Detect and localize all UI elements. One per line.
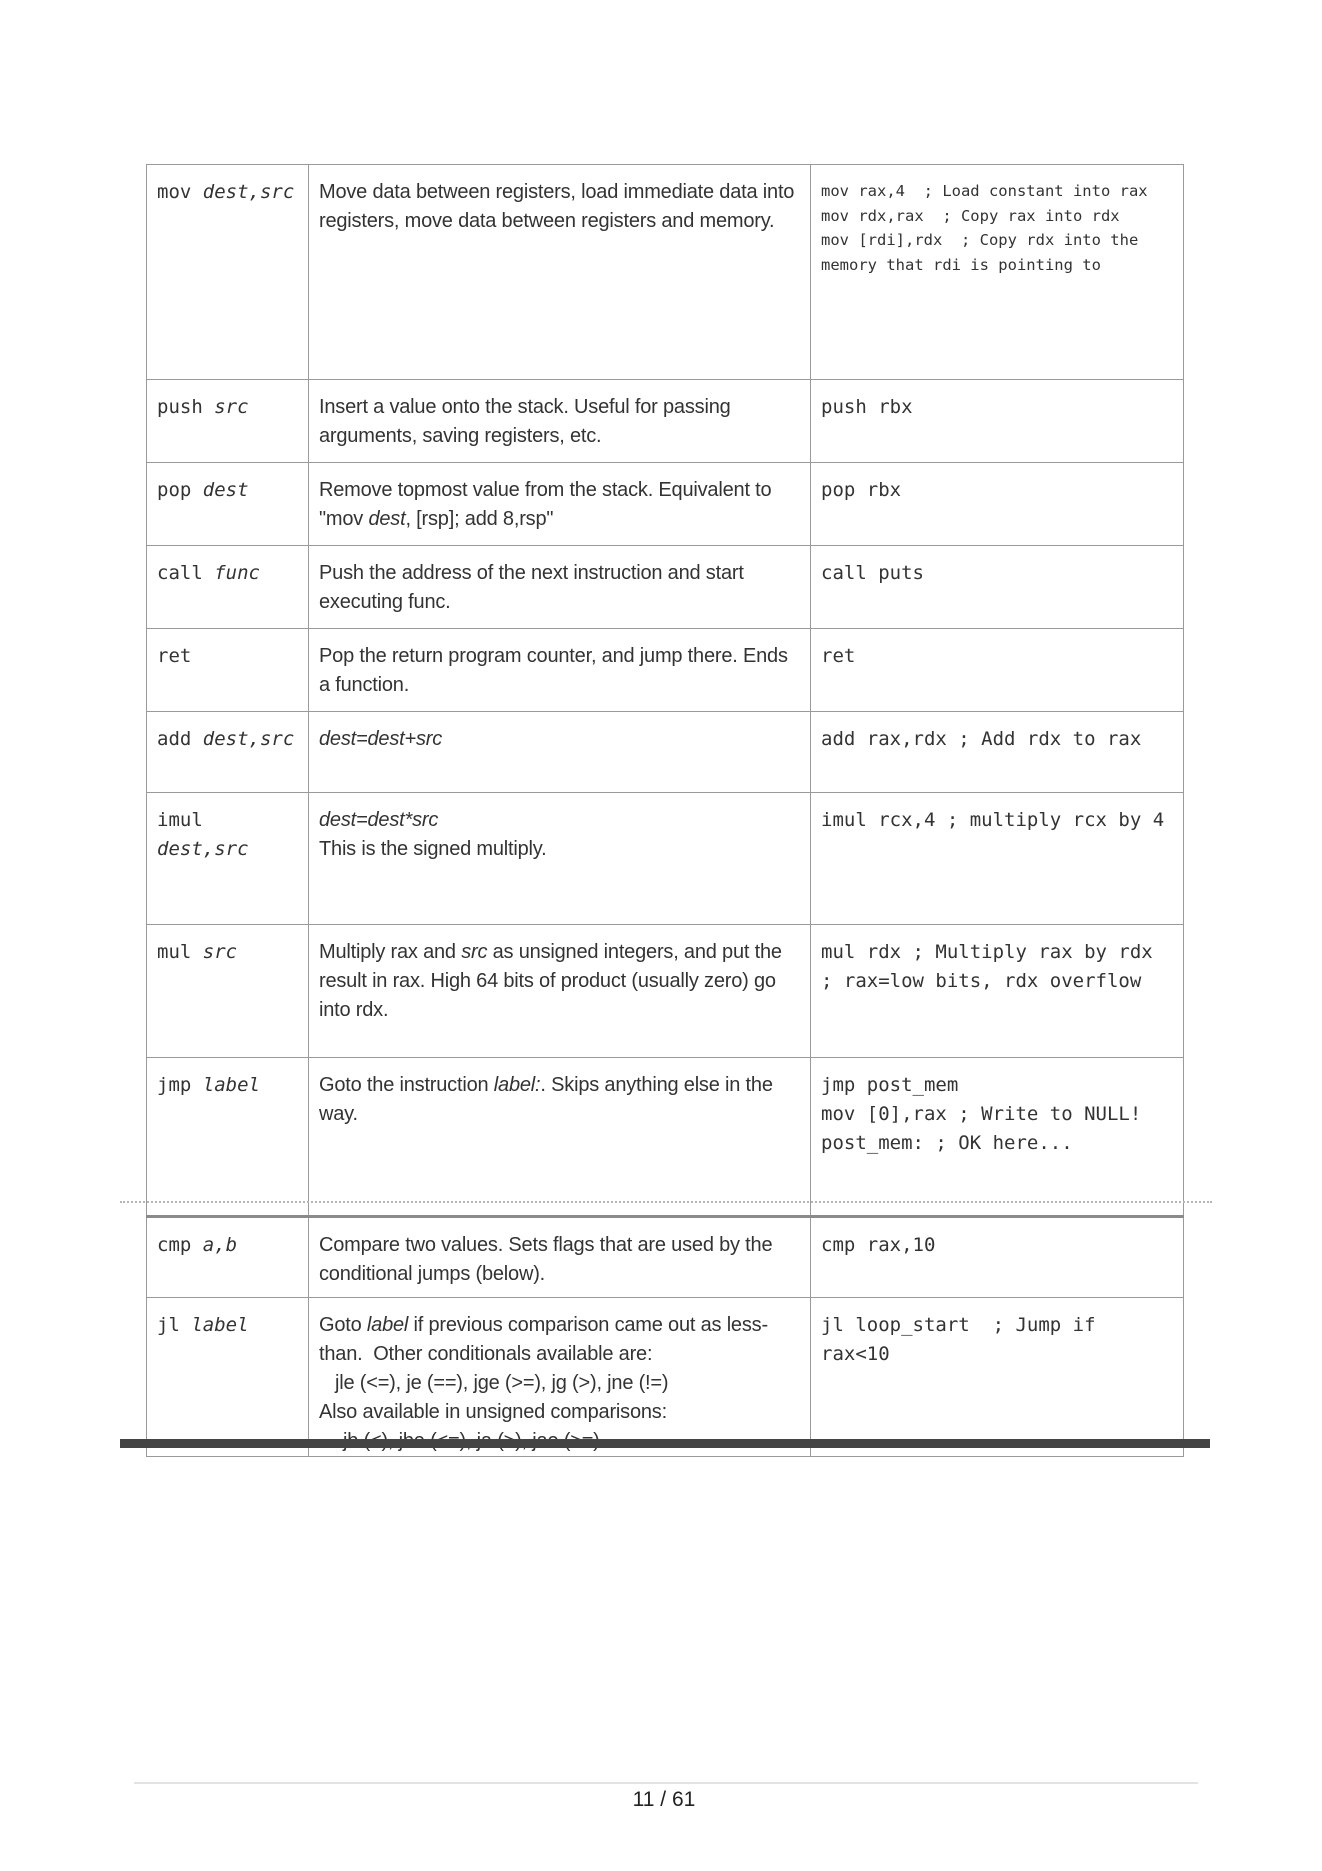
description-text: Insert a value onto the stack. Useful for passing arguments, saving registers, etc. — [319, 396, 731, 447]
example-line: pop rbx — [821, 479, 902, 501]
description-text: Goto — [319, 1314, 367, 1336]
description-emphasis: src — [461, 941, 488, 963]
description-text: Pop the return program counter, and jump there. Ends a function. — [319, 645, 788, 696]
instruction-args: func — [214, 562, 260, 584]
example-cell — [811, 1298, 1184, 1457]
example-cell — [811, 463, 1184, 546]
example-line: cmp rax,10 — [821, 1234, 936, 1256]
instruction-cell — [147, 463, 309, 546]
instruction-opcode: cmp — [157, 1234, 192, 1256]
instruction-opcode: jmp — [157, 1074, 192, 1096]
instruction-opcode: mul — [157, 941, 192, 963]
example-line: mul rdx ; Multiply rax by rdx — [821, 941, 1153, 963]
instruction-args: label — [191, 1314, 249, 1336]
instruction-args: dest,src — [202, 728, 295, 750]
instruction-args: dest,src — [202, 181, 295, 203]
example-line: mov rdx,rax ; Copy rax into rdx — [821, 206, 1120, 225]
table-row — [147, 165, 1184, 380]
example-line: mov [0],rax ; Write to NULL! — [821, 1103, 1142, 1125]
instruction-cell — [147, 380, 309, 463]
instruction-args: dest,src — [157, 838, 249, 860]
instruction-opcode: mov — [157, 181, 192, 203]
description-formula: dest=dest*src — [319, 809, 439, 831]
table-row — [147, 1058, 1184, 1217]
description-emphasis: label: — [493, 1074, 541, 1096]
description-cell — [309, 1217, 811, 1298]
description-cell — [309, 1058, 811, 1217]
description-cell — [309, 925, 811, 1058]
description-cell — [309, 165, 811, 380]
description-text: if previous comparison came out as less-than. Other conditionals available are: — [319, 1314, 768, 1365]
instruction-cell — [147, 1298, 309, 1457]
example-cell — [811, 165, 1184, 380]
instruction-args: dest — [202, 479, 249, 501]
page-number: 11 / 61 — [632, 1788, 696, 1811]
description-cell — [309, 546, 811, 629]
description-text: Compare two values. Sets flags that are used by the conditional jumps (below). — [319, 1234, 773, 1285]
example-cell — [811, 380, 1184, 463]
instruction-table — [146, 164, 1184, 1457]
example-line: ret — [821, 645, 856, 667]
table-row — [147, 380, 1184, 463]
description-text: Push the address of the next instruction and start executing func. — [319, 562, 744, 613]
instruction-cell — [147, 546, 309, 629]
example-cell — [811, 925, 1184, 1058]
table-row — [147, 1298, 1184, 1457]
example-line: mov rax,4 ; Load constant into rax — [821, 182, 1148, 200]
description-text: Goto the instruction — [319, 1074, 494, 1096]
table-row — [147, 793, 1184, 925]
description-text: This is the signed multiply. — [319, 838, 547, 860]
description-emphasis: dest — [368, 508, 406, 530]
description-text: Multiply rax and — [319, 941, 462, 963]
example-cell — [811, 793, 1184, 925]
description-text: Move data between registers, load immediate data into registers, move data between registers and memory. — [319, 181, 795, 232]
instruction-opcode: jl — [157, 1314, 180, 1336]
example-line: mov [rdi],rdx ; Copy rdx into the memory that rdi is pointing to — [821, 231, 1148, 274]
page-break-divider — [120, 1201, 1212, 1203]
description-text: Remove topmost value from the stack. Equivalent to "mov — [319, 479, 772, 530]
instruction-args: src — [214, 396, 249, 418]
description-text: . Skips anything else in the way. — [319, 1074, 773, 1125]
example-line: jl loop_start ; Jump if rax<10 — [821, 1314, 1107, 1365]
description-formula: dest=dest+src — [319, 728, 443, 750]
table-row — [147, 463, 1184, 546]
instruction-cell — [147, 712, 309, 793]
example-cell — [811, 1217, 1184, 1298]
description-text: jle (<=), je (==), jge (>=), jg (>), jne (!=) — [335, 1372, 669, 1394]
example-cell — [811, 1058, 1184, 1217]
example-cell — [811, 546, 1184, 629]
example-line: jmp post_mem — [821, 1074, 959, 1096]
description-text: , [rsp]; add 8,rsp" — [405, 508, 554, 530]
example-cell — [811, 629, 1184, 712]
table-bottom-bar — [120, 1439, 1210, 1448]
instruction-cell — [147, 629, 309, 712]
footer-divider — [134, 1782, 1198, 1784]
instruction-opcode: call — [157, 562, 203, 584]
description-cell — [309, 793, 811, 925]
instruction-opcode: push — [157, 396, 203, 418]
example-line: push rbx — [821, 396, 913, 418]
instruction-cell — [147, 925, 309, 1058]
example-line: imul rcx,4 ; multiply rcx by 4 — [821, 809, 1165, 831]
instruction-cell — [147, 165, 309, 380]
instruction-args: label — [202, 1074, 260, 1096]
description-cell — [309, 1298, 811, 1457]
example-line: add rax,rdx ; Add rdx to rax — [821, 728, 1142, 750]
example-cell — [811, 712, 1184, 793]
instruction-opcode: imul — [157, 809, 203, 831]
description-emphasis: label — [366, 1314, 409, 1336]
table-row — [147, 546, 1184, 629]
description-cell — [309, 712, 811, 793]
table-row — [147, 1217, 1184, 1298]
instruction-cell — [147, 1217, 309, 1298]
instruction-cell — [147, 1058, 309, 1217]
instruction-opcode: pop — [157, 479, 192, 501]
description-cell — [309, 380, 811, 463]
table-row — [147, 712, 1184, 793]
table-row — [147, 925, 1184, 1058]
instruction-cell — [147, 793, 309, 925]
description-text: Also available in unsigned comparisons: — [319, 1401, 667, 1423]
instruction-opcode: add — [157, 728, 192, 750]
description-cell — [309, 629, 811, 712]
example-line: post_mem: ; OK here... — [821, 1132, 1073, 1154]
instruction-opcode: ret — [157, 645, 192, 667]
instruction-args: src — [202, 941, 238, 963]
example-line: call puts — [821, 562, 924, 584]
table-row — [147, 629, 1184, 712]
description-cell — [309, 463, 811, 546]
instruction-args: a,b — [202, 1234, 238, 1256]
description-text: as unsigned integers, and put the result in rax. High 64 bits of product (usually zero) go into rdx. — [319, 941, 782, 1021]
example-line: ; rax=low bits, rdx overflow — [821, 970, 1142, 992]
